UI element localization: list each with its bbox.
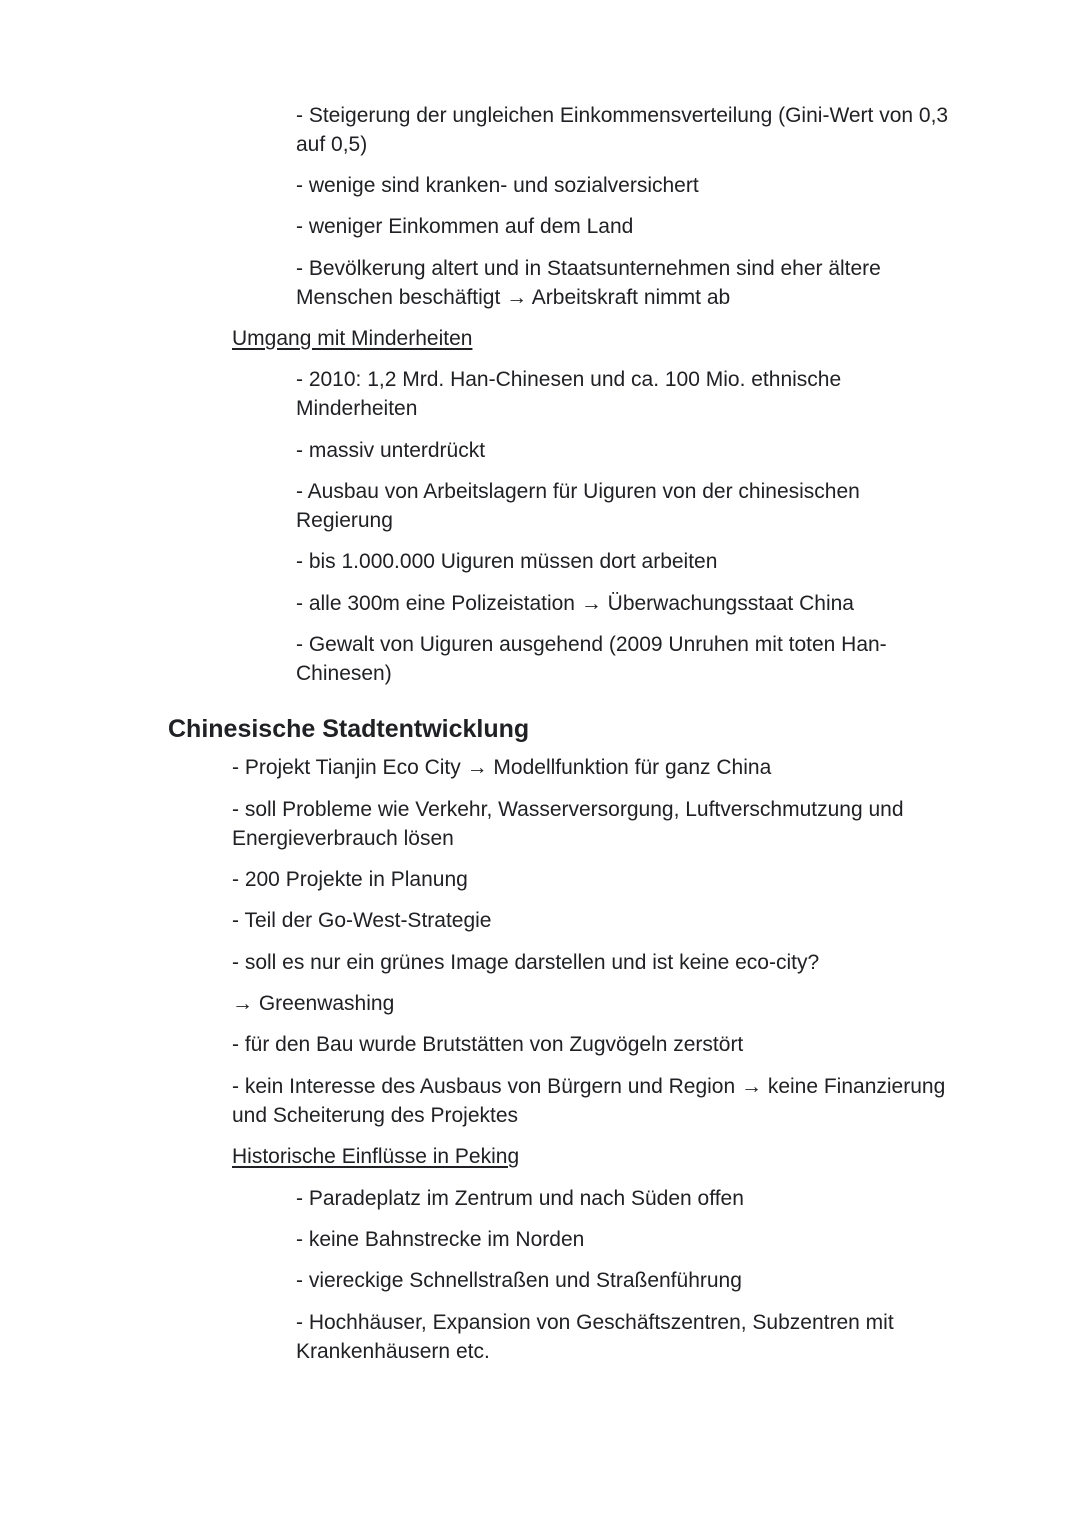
bullet-bevoelkerung-line1: - Bevölkerung altert und in Staatsunternehmen sind eher ältere xyxy=(296,257,881,280)
bullet-versichert: - wenige sind kranken- und sozialversichert xyxy=(296,174,699,197)
bullet-unterdrueckt: - massiv unterdrückt xyxy=(296,439,486,462)
bullet-gini-line1: - Steigerung der ungleichen Einkommensverteilung (Gini-Wert von 0,3 xyxy=(296,104,949,127)
bullet-uiguren-arbeiten: - bis 1.000.000 Uiguren müssen dort arbeiten xyxy=(296,550,718,573)
bullet-han-line1: - 2010: 1,2 Mrd. Han-Chinesen und ca. 100 Mio. ethnische xyxy=(296,368,842,391)
bullet-brutstaetten: - für den Bau wurde Brutstätten von Zugvögeln zerstört xyxy=(232,1033,744,1056)
bullet-schnellstrassen: - viereckige Schnellstraßen und Straßenführung xyxy=(296,1269,742,1292)
bullet-kein-interesse-line2: und Scheiterung des Projektes xyxy=(232,1104,519,1127)
bullet-gini-line2: auf 0,5) xyxy=(296,133,368,156)
bullet-han-line2: Minderheiten xyxy=(296,397,418,420)
subheading-minderheiten: Umgang mit Minderheiten xyxy=(232,327,473,350)
bullet-arbeitslager-line1: - Ausbau von Arbeitslagern für Uiguren von der chinesischen xyxy=(296,480,860,503)
bullet-kein-interesse-line1: - kein Interesse des Ausbaus von Bürgern und Region → keine Finanzierung xyxy=(232,1075,946,1098)
bullet-polizeistation: - alle 300m eine Polizeistation → Überwachungsstaat China xyxy=(296,592,854,615)
bullet-200-projekte: - 200 Projekte in Planung xyxy=(232,868,468,891)
bullet-paradeplatz: - Paradeplatz im Zentrum und nach Süden offen xyxy=(296,1187,744,1210)
bullet-probleme-line2: Energieverbrauch lösen xyxy=(232,827,454,850)
heading-stadtentwicklung: Chinesische Stadtentwicklung xyxy=(168,715,530,743)
bullet-tianjin: - Projekt Tianjin Eco City → Modellfunktion für ganz China xyxy=(232,756,772,779)
bullet-einkommen-land: - weniger Einkommen auf dem Land xyxy=(296,215,634,238)
subheading-peking: Historische Einflüsse in Peking xyxy=(232,1145,520,1168)
bullet-bevoelkerung-line2: Menschen beschäftigt → Arbeitskraft nimmt ab xyxy=(296,286,731,309)
bullet-gruenes-image: - soll es nur ein grünes Image darstellen und ist keine eco-city? xyxy=(232,951,820,974)
bullet-hochhaeuser-line2: Krankenhäusern etc. xyxy=(296,1340,490,1363)
bullet-bahnstrecke: - keine Bahnstrecke im Norden xyxy=(296,1228,585,1251)
bullet-greenwashing: → Greenwashing xyxy=(232,992,395,1015)
bullet-gewalt-line1: - Gewalt von Uiguren ausgehend (2009 Unruhen mit toten Han- xyxy=(296,633,887,656)
bullet-arbeitslager-line2: Regierung xyxy=(296,509,393,532)
bullet-go-west: - Teil der Go-West-Strategie xyxy=(232,909,492,932)
bullet-hochhaeuser-line1: - Hochhäuser, Expansion von Geschäftszentren, Subzentren mit xyxy=(296,1311,894,1334)
bullet-gewalt-line2: Chinesen) xyxy=(296,662,392,685)
bullet-probleme-line1: - soll Probleme wie Verkehr, Wasserversorgung, Luftverschmutzung und xyxy=(232,798,904,821)
